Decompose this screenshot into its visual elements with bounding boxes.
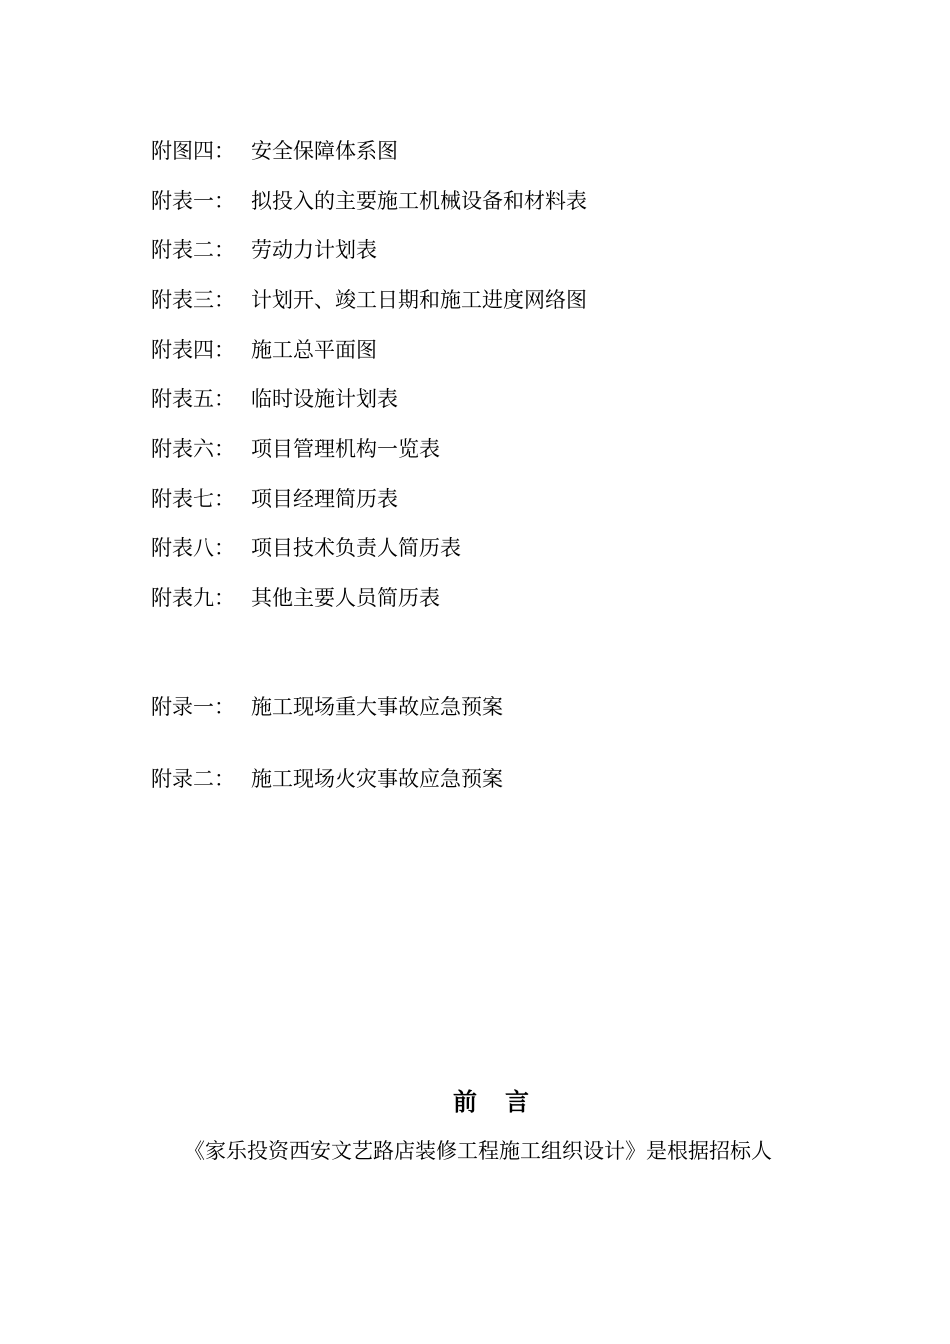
entry-title: 施工现场重大事故应急预案 [251, 695, 503, 719]
entry-label: 附图四： [151, 139, 235, 163]
entry-label: 附表三： [151, 288, 235, 312]
entry-title: 劳动力计划表 [251, 238, 377, 262]
entry-label: 附表五： [151, 387, 235, 411]
entry-title: 计划开、竣工日期和施工进度网络图 [251, 288, 587, 312]
entry-title: 项目管理机构一览表 [251, 437, 440, 461]
entry-title: 施工现场火灾事故应急预案 [251, 767, 503, 791]
preface-paragraph: 《家乐投资西安文艺路店装修工程施工组织设计》是根据招标人 [184, 1139, 772, 1163]
entry-label: 附表一： [151, 189, 235, 213]
entry-title: 其他主要人员简历表 [251, 586, 440, 610]
entry-label: 附表七： [151, 487, 235, 511]
entry-title: 项目技术负责人简历表 [251, 536, 461, 560]
entry-label: 附录二： [151, 767, 235, 791]
entry-title: 项目经理简历表 [251, 487, 398, 511]
entry-label: 附表二： [151, 238, 235, 262]
entry-label: 附表四： [151, 338, 235, 362]
entry-label: 附录一： [151, 695, 235, 719]
entry-title: 临时设施计划表 [251, 387, 398, 411]
entry-title: 施工总平面图 [251, 338, 377, 362]
entry-label: 附表八： [151, 536, 235, 560]
entry-label: 附表九： [151, 586, 235, 610]
entry-label: 附表六： [151, 437, 235, 461]
entry-title: 安全保障体系图 [251, 139, 398, 163]
entry-title: 拟投入的主要施工机械设备和材料表 [251, 189, 587, 213]
preface-heading: 前言 [453, 1087, 557, 1116]
